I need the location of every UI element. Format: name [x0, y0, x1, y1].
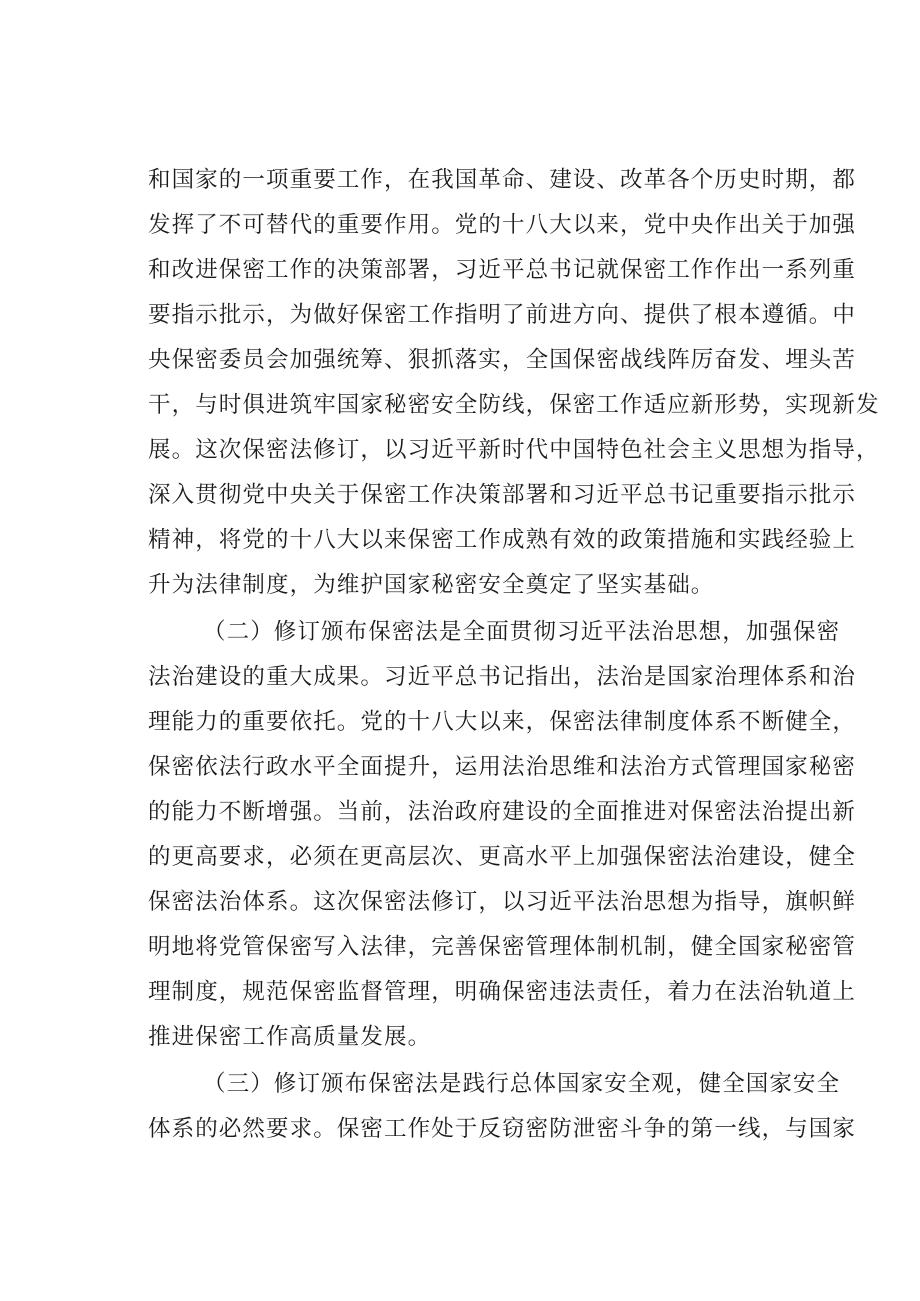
text-line: 深入贯彻党中央关于保密工作决策部署和习近平总书记重要指示批示: [148, 482, 857, 508]
text-line: 法治建设的重大成果。习近平总书记指出，法治是国家治理体系和治: [148, 664, 857, 690]
text-line: 的更高要求，必须在更高层次、更高水平上加强保密法治建设，健全: [148, 844, 857, 870]
text-line: 干，与时俱进筑牢国家秘密安全防线，保密工作适应新形势，实现新发: [148, 392, 880, 418]
paragraph-heading-2: （二）修订颁布保密法是全面贯彻习近平法治思想，加强保密: [203, 619, 841, 645]
text-line: 央保密委员会加强统筹、狠抓落实，全国保密战线阵厉奋发、埋头苦: [148, 347, 857, 373]
text-line: 体系的必然要求。保密工作处于反窃密防泄密斗争的第一线，与国家: [148, 1116, 857, 1142]
text-line: 理制度，规范保密监督管理，明确保密违法责任，着力在法治轨道上: [148, 979, 857, 1005]
text-line: 保密依法行政水平全面提升，运用法治思维和法治方式管理国家秘密: [148, 754, 857, 780]
text-line: 和改进保密工作的决策部署，习近平总书记就保密工作作出一系列重: [148, 257, 857, 283]
text-line: 和国家的一项重要工作，在我国革命、建设、改革各个历史时期，都: [148, 167, 857, 193]
text-line: 保密法治体系。这次保密法修订，以习近平法治思想为指导，旗帜鲜: [148, 889, 857, 915]
text-line: 要指示批示，为做好保密工作指明了前进方向、提供了根本遵循。中: [148, 302, 857, 328]
text-line: 的能力不断增强。当前，法治政府建设的全面推进对保密法治提出新: [148, 799, 857, 825]
text-line: 发挥了不可替代的重要作用。党的十八大以来，党中央作出关于加强: [148, 212, 857, 238]
text-line: 推进保密工作高质量发展。: [148, 1024, 432, 1050]
text-line: 升为法律制度，为维护国家秘密安全奠定了坚实基础。: [148, 572, 715, 598]
text-line: 展。这次保密法修订，以习近平新时代中国特色社会主义思想为指导，: [148, 437, 880, 463]
text-line: 精神，将党的十八大以来保密工作成熟有效的政策措施和实践经验上: [148, 527, 857, 553]
paragraph-heading-3: （三）修订颁布保密法是践行总体国家安全观，健全国家安全: [203, 1071, 841, 1097]
text-line: 理能力的重要依托。党的十八大以来，保密法律制度体系不断健全，: [148, 709, 857, 735]
text-line: 明地将党管保密写入法律，完善保密管理体制机制，健全国家秘密管: [148, 934, 857, 960]
